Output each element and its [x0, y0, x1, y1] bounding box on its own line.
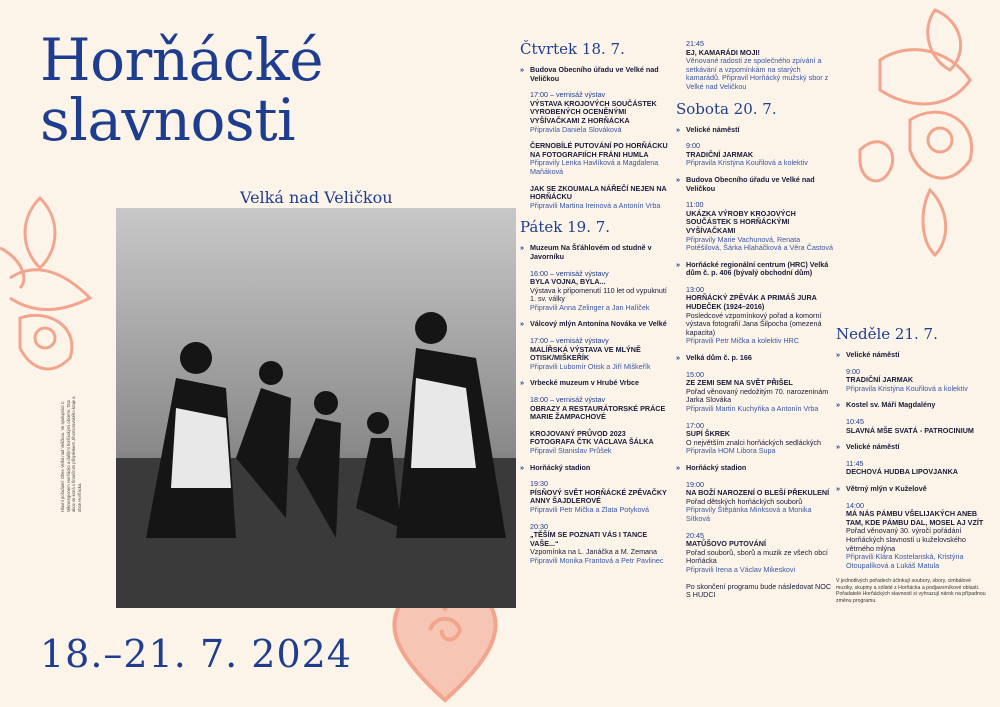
- program-event: [836, 502, 986, 571]
- event-title: NA BOŽÍ NAROZENÍ O BLEŠÍ PŘEKULENÍ: [686, 488, 830, 498]
- program-note: V jednotlivých pořadech účinkují soubory, sbory, cimbálové muziky, skupiny a sólisté z Horňácka a podjavorníkové oblasti. Pořadatelé Horňáckých slavností si vyhrazují nárok na případnou změnu programu.: [836, 578, 986, 604]
- event-description: Výstava k připomenutí 110 let od vypuknutí 1. sv. války: [530, 285, 667, 304]
- event-time: 18:00 – vernisáž výstav: [530, 395, 606, 405]
- day-heading: Sobota 20. 7.: [676, 99, 777, 118]
- program-column-1: [520, 40, 670, 574]
- program-event: [676, 286, 836, 346]
- event-title: EJ, KAMARÁDI MOJI!: [686, 47, 760, 57]
- event-organizers: Věnované radosti ze společného zpívání a setkávání a vzpomínkám na starých kamarádů. Připravil Horňácký mužský sbor z Velké nad Veličkou: [686, 56, 829, 91]
- event-time: 17:00 – vernisáž výstav: [530, 90, 606, 100]
- event-time: 14:00: [846, 500, 864, 510]
- event-title: HORŇÁCKÝ ZPĚVÁK A PRIMÁŠ JURA HUDEČEK (1924–2016): [686, 293, 817, 312]
- event-place: Velká nad Veličkou: [240, 188, 393, 207]
- venue-label: » Velká dům č. p. 166: [676, 354, 836, 363]
- program-event: [676, 481, 836, 524]
- program-event: [836, 368, 986, 394]
- event-title: „TĚŠÍM SE POZNATI VÁS I TANCE VAŠE...“: [530, 530, 648, 548]
- event-description: Posledcové vzpomínkový pořad a komorní výstava fotografií Jana Šilpocha (omezená kapacita): [686, 310, 822, 337]
- program-event: [520, 91, 670, 134]
- event-description: Pořad souborů, sborů a muzik ze všech obcí Horňácka: [686, 547, 828, 566]
- venue-label: » Vrbecké muzeum v Hrubé Vrbce: [520, 379, 670, 388]
- event-description: Pořad věnovaný 30. výročí pořádání Horňáckých slavností u kuželovského větrného mlýna: [846, 526, 966, 553]
- event-title: MATŮŠOVO PUTOVÁNÍ: [686, 539, 766, 549]
- event-time: 9:00: [686, 141, 700, 151]
- venue-label: » Velické náměstí: [836, 351, 986, 360]
- program-column-2: [676, 40, 836, 608]
- event-title: PÍSŇOVÝ SVĚT HORŇÁCKÉ ZPĚVAČKY ANNY ŠAJDLEROVÉ: [530, 487, 667, 506]
- event-organizers: Připravily Štěpánka Minksová a Monika Sítková: [686, 505, 812, 523]
- folk-ornament-icon: [0, 188, 110, 388]
- event-title: VÝSTAVA KROJOVÝCH SOUČÁSTEK VYROBENÝCH OCENĚNÝMI VYŠÍVAČKAMI Z HORŇÁCKA: [530, 98, 657, 125]
- event-time: 19:00: [686, 479, 704, 489]
- event-time: 20:45: [686, 530, 704, 540]
- event-title: BYLA VOJNA, BYLA...: [530, 277, 606, 287]
- venue-label: » Muzeum Na Šťáhlovém od studně v Javorníku: [520, 244, 670, 261]
- event-description: Vzpomínka na L. Janáčka a M. Zemana: [530, 547, 658, 557]
- event-organizers: Připravili Petr Mička a Zlata Potyková: [530, 504, 650, 514]
- venue-label: » Velické náměstí: [676, 126, 836, 135]
- folk-ornament-icon: [840, 0, 1000, 260]
- event-organizers: Připravila Daniela Slováková: [530, 124, 622, 134]
- event-organizers: Připravili Lubomír Otisk a Jiří Miškeřík: [530, 361, 651, 371]
- program-event: [520, 396, 670, 422]
- day-heading: Čtvrtek 18. 7.: [520, 40, 625, 58]
- event-title: OBRAZY A RESTAURÁTORSKÉ PRÁCE MARIE ŽAMPACHOVÉ: [530, 403, 666, 422]
- venue-label: » Velické náměstí: [836, 443, 986, 452]
- program-event: [676, 142, 836, 168]
- event-time: 21:45: [686, 39, 704, 48]
- event-organizers: Připravili Martin Kuchyňka a Antonín Vrba: [686, 404, 819, 413]
- event-title: KROJOVANÝ PRŮVOD 2023 FOTOGRAFA ČTK VÁCLAVA ŠÁLKA: [530, 428, 654, 447]
- program-event: [520, 523, 670, 566]
- event-organizers: Připravila Kristýna Kouřilová a kolektiv: [846, 383, 968, 393]
- program-event: [520, 185, 670, 211]
- venue-label: » Válcový mlýn Antonína Nováka ve Velké: [520, 320, 670, 329]
- program-event: [520, 337, 670, 371]
- event-organizers: Připravil Stanislav Průšek: [530, 446, 612, 455]
- venue-label: » Horňácký stadion: [676, 464, 836, 473]
- event-organizers: Připravila Kristýna Kouřilová a kolektiv: [686, 158, 808, 168]
- program-event: [676, 371, 836, 414]
- event-organizers: Připravila HOM Libora Supa: [686, 446, 776, 456]
- event-title: TRADIČNÍ JARMAK: [686, 149, 754, 159]
- event-organizers: Připravili Irena a Václav Mikeskovi: [686, 564, 796, 574]
- venue-label: » Kostel sv. Máří Magdalény: [836, 401, 986, 410]
- program-event: [836, 460, 986, 477]
- program-event: [676, 201, 836, 253]
- event-title: MALÍŘSKÁ VÝSTAVA VE MLÝNĚ OTISK/MIŠKEŘÍK: [530, 344, 641, 363]
- day-heading: Neděle 21. 7.: [836, 325, 938, 343]
- event-description: O největším znalci horňáckých sedláckých: [686, 437, 822, 447]
- program-column-3: [836, 325, 986, 604]
- event-organizers: Připravili Petr Mička a kolektiv HRC: [686, 336, 800, 346]
- event-description: Pořad dětských horňáckých souborů: [686, 496, 803, 506]
- photo-credit: Hlavní pořadatel: Obec Velká nad Veličkou. Ve spolupráci s: Mikroregionem Horňácko a dalšími horňáckými obcemi. Tato akce se koná s finančním příspěvkem Jihomoravského kraje a obce Horňácka.: [60, 396, 82, 512]
- event-title: TRADIČNÍ JARMAK: [846, 375, 914, 385]
- event-title: SLAVNÁ MŠE SVATÁ - PATROCINIUM: [846, 425, 974, 435]
- venue-label: » Horňácké regionální centrum (HRC) Velká dům č. p. 406 (bývalý obchodní dům): [676, 261, 836, 278]
- event-title: SUPÍ ŠKREK: [686, 429, 730, 439]
- program-event: [520, 270, 670, 313]
- event-organizers: Připravily Marie Vachunová, Renata Potěšilová, Šárka Hlaháčková a Věra Častová: [686, 234, 834, 253]
- day-heading: Pátek 19. 7.: [520, 218, 611, 237]
- event-time: 10:45: [846, 416, 864, 426]
- venue-label: » Budova Obecního úřadu ve Velké nad Veličkou: [676, 176, 836, 193]
- event-time: 19:30: [530, 479, 548, 489]
- event-time: 9:00: [846, 366, 860, 376]
- event-organizers: Připravily Lenka Havlíková a Magdalena Maňáková: [530, 158, 659, 176]
- program-event: [520, 430, 670, 456]
- venue-label: » Horňácký stadion: [520, 464, 670, 473]
- program-event: [520, 480, 670, 514]
- event-time: 15:00: [686, 369, 704, 379]
- program-event: [676, 532, 836, 575]
- venue-label: » Budova Obecního úřadu ve Velké nad Veličkou: [520, 66, 670, 83]
- program-event: [676, 40, 836, 92]
- page-title: Horňácké slavnosti: [40, 26, 324, 154]
- event-organizers: Připravili Klára Kostelanská, Kristýna Otoupalíková a Lukáš Matula: [846, 552, 964, 570]
- event-time: 17:00 – vernisáž výstavy: [530, 336, 609, 346]
- event-organizers: Připravili Martina Ireinová a Antonín Vrba: [530, 200, 661, 210]
- event-time: 17:00: [686, 420, 704, 430]
- program-footer-text: Po skončení programu bude následovat NOC S HUDCI: [686, 581, 832, 600]
- event-organizers: Připravili Monika Frantová a Petr Pavlinec: [530, 555, 664, 565]
- venue-label: » Větrný mlýn v Kuželově: [836, 485, 986, 494]
- event-title: ČERNOBÍLÉ PUTOVÁNÍ PO HORŇÁCKU NA FOTOGRAFIÍCH FRÁNI HUMLA: [530, 141, 668, 159]
- event-time: 11:00: [686, 200, 704, 210]
- event-title: UKÁZKA VÝROBY KROJOVÝCH SOUČÁSTEK S HORŇÁCKÝMI VYŠÍVAČKAMI: [686, 208, 796, 235]
- event-dates: 18.–21. 7. 2024: [40, 632, 352, 676]
- event-title: JAK SE ZKOUMALA NÁŘEČÍ NEJEN NA HORŇÁCKU: [530, 183, 667, 202]
- event-organizers: Připravili Anna Zelinger a Jan Halíček: [530, 302, 650, 312]
- event-title: ZE ZEMI SEM NA SVĚT PŘIŠEL: [686, 378, 793, 388]
- event-photo: [116, 208, 516, 608]
- event-time: 20:30: [530, 521, 548, 531]
- program-event: [836, 418, 986, 435]
- event-time: 13:00: [686, 284, 704, 294]
- program-event: [676, 422, 836, 456]
- event-title: DECHOVÁ HUDBA LIPOVJANKA: [846, 467, 958, 477]
- event-time: 11:45: [846, 458, 864, 468]
- event-title: MÁ NÁS PÁMBU VŠELIJAKÝCH ANEB TAM, KDE PÁMBU DAL, MOSEL AJ VZÍT: [846, 509, 984, 527]
- event-time: 16:00 – vernisáž výstavy: [530, 268, 609, 278]
- event-description: Pořad věnovaný nedožitým 70. narozeninám Jarka Slováka: [686, 386, 829, 405]
- program-event: [520, 142, 670, 176]
